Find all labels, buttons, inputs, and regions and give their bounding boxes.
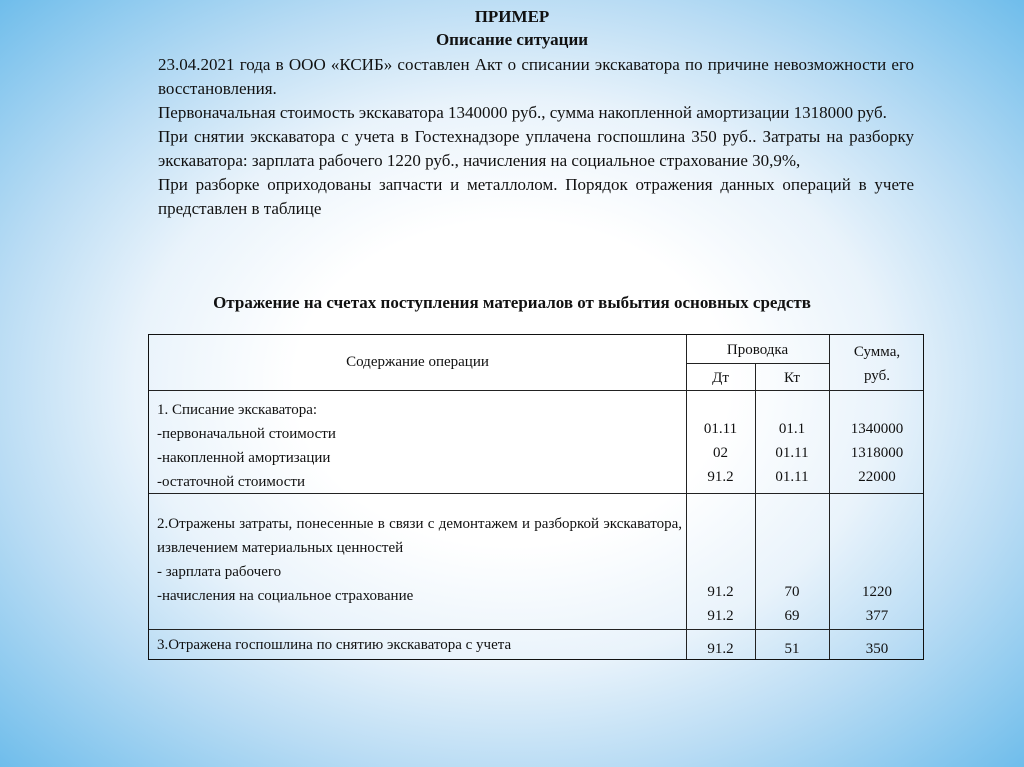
header-sum: Сумма, руб.: [853, 344, 901, 384]
sum-value: 377: [865, 608, 889, 624]
table-row: [157, 512, 682, 608]
table-title: Отражение на счетах поступления материалов от выбытия основных средств: [213, 293, 811, 312]
row3-credit: 51: [784, 641, 800, 657]
row1-sum: [829, 417, 925, 489]
row2-line: -начисления на социальное страхование: [157, 588, 414, 604]
row2-credit: [755, 580, 829, 628]
credit-value: 70: [784, 584, 800, 600]
credit-value: 69: [784, 608, 800, 624]
row1-line: -остаточной стоимости: [157, 474, 306, 490]
row2-line: - зарплата рабочего: [157, 564, 282, 580]
paragraph-fee-costs: При снятии экскаватора с учета в Гостехнадзоре уплачена госпошлина 350 руб.. Затраты на разборку экскаватора: зарплата рабочего 1220 руб., начисления на социальное страхование 30,9%,: [158, 127, 914, 170]
section-subtitle: Описание ситуации: [435, 30, 589, 49]
row2-sum: [829, 580, 925, 628]
paragraph-act: 23.04.2021 года в ООО «КСИБ» составлен Акт о списании экскаватора по причине невозможности его восстановления.: [158, 55, 914, 98]
row3-text: 3.Отражена госпошлина по снятию экскаватора с учета: [157, 637, 512, 653]
row2-debit: [686, 580, 755, 628]
sum-value: 1340000: [850, 421, 904, 437]
debit-value: 91.2: [707, 584, 734, 600]
table-row: [157, 633, 682, 657]
header-debit: Дт: [712, 370, 729, 386]
situation-description: [158, 53, 914, 221]
header-credit: Кт: [784, 370, 800, 386]
credit-value: 01.1: [778, 421, 806, 437]
postings-table: [148, 334, 924, 660]
credit-value: 01.11: [775, 469, 809, 485]
row1-line: -накопленной амортизации: [157, 450, 331, 466]
credit-value: 01.11: [775, 445, 809, 461]
row3-debit: 91.2: [707, 641, 734, 657]
row1-line: 1. Списание экскаватора:: [157, 402, 318, 418]
row-divider: [149, 390, 923, 391]
paragraph-dismantling: При разборке оприходованы запчасти и металлолом. Порядок отражения данных операций в учете представлен в таблице: [158, 175, 914, 218]
sum-value: 1220: [862, 584, 892, 600]
row-divider: [686, 363, 829, 364]
sum-value: 1318000: [850, 445, 904, 461]
row1-debit: [686, 417, 755, 489]
debit-value: 01.11: [703, 421, 738, 437]
row1-line: -первоначальной стоимости: [157, 426, 336, 442]
paragraph-cost: Первоначальная стоимость экскаватора 1340000 руб., сумма накопленной амортизации 1318000 руб.: [158, 103, 887, 122]
header-posting: Проводка: [726, 342, 789, 358]
debit-value: 02: [713, 445, 728, 461]
table-row: [157, 398, 682, 494]
row1-credit: [755, 417, 829, 489]
row3-sum: 350: [865, 641, 889, 657]
debit-value: 91.2: [707, 469, 734, 485]
row-divider: [149, 629, 923, 630]
debit-value: 91.2: [707, 608, 734, 624]
header-operation: Содержание операции: [346, 354, 489, 370]
row2-text: 2.Отражены затраты, понесенные в связи с демонтажем и разборкой экскаватора, извлечением материальных ценностей: [157, 516, 682, 556]
page-title: ПРИМЕР: [474, 7, 550, 26]
sum-value: 22000: [858, 469, 896, 485]
